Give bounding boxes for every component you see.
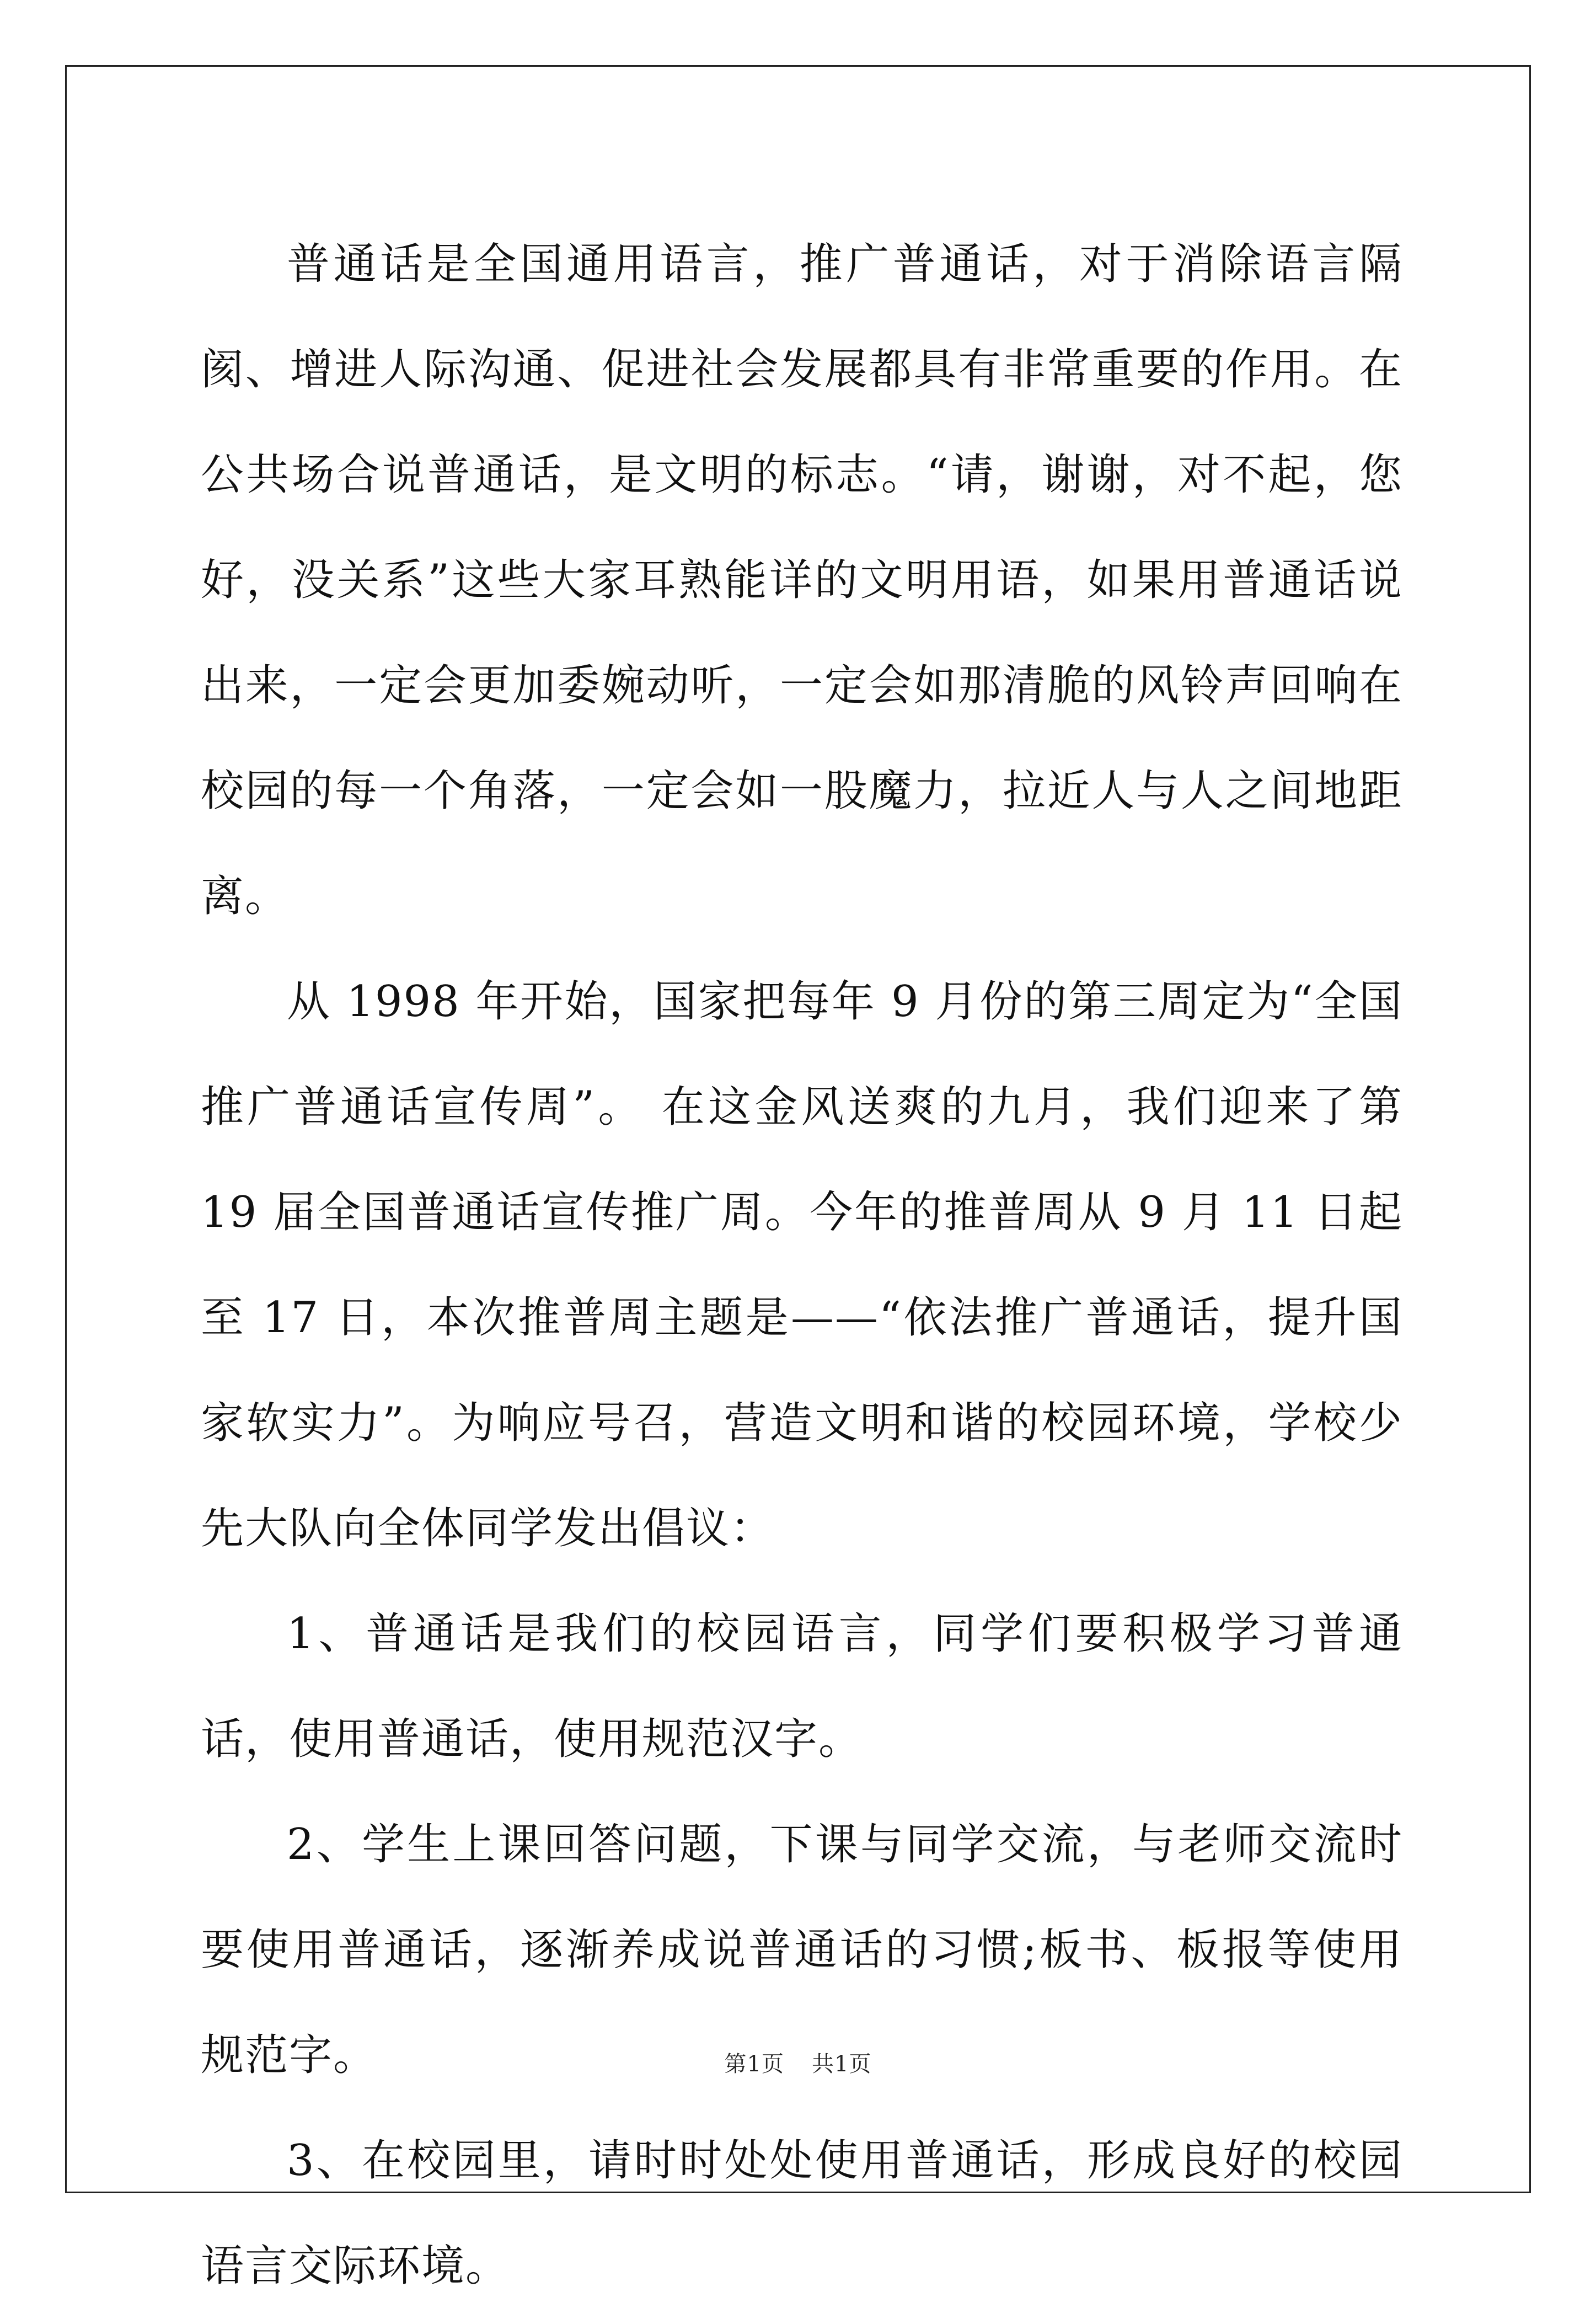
paragraph-proposal-3: 3、在校园里，请时时处处使用普通话，形成良好的校园语言交际环境。	[201, 2136, 1403, 2291]
paragraph-proposal-1: 1、普通话是我们的校园语言，同学们要积极学习普通话，使用普通话，使用规范汉字。	[201, 1609, 1403, 1764]
page-total: 共1页	[812, 2051, 872, 2077]
page-footer	[0, 2047, 1596, 2078]
paragraph-promotion-week: 从 1998 年开始，国家把每年 9 月份的第三周定为“全国推广普通话宣传周”。 在这金风送爽的九月，我们迎来了第 19 届全国普通话宣传推广周。今年的推普周从 9 月 11 日起至 17 日，本次推普周主题是——“依法推广普通话，提升国家软实力”。为响应号召，营造文明和谐的校园环境，学校少先大队向全体同学发出倡议：	[201, 977, 1403, 1553]
paragraph-intro: 普通话是全国通用语言，推广普通话，对于消除语言隔阂、增进人际沟通、促进社会发展都具有非常重要的作用。在公共场合说普通话，是文明的标志。“请，谢谢，对不起，您好，没关系”这些大家耳熟能详的文明用语，如果用普通话说出来，一定会更加委婉动听，一定会如那清脆的风铃声回响在校园的每一个角落，一定会如一股魔力，拉近人与人之间地距离。	[201, 239, 1403, 921]
document-body	[201, 212, 1403, 2319]
page-number: 第1页	[724, 2051, 784, 2077]
paragraph-proposal-2: 2、学生上课回答问题，下课与同学交流，与老师交流时要使用普通话，逐渐养成说普通话的习惯;板书、板报等使用规范字。	[201, 1820, 1403, 2080]
